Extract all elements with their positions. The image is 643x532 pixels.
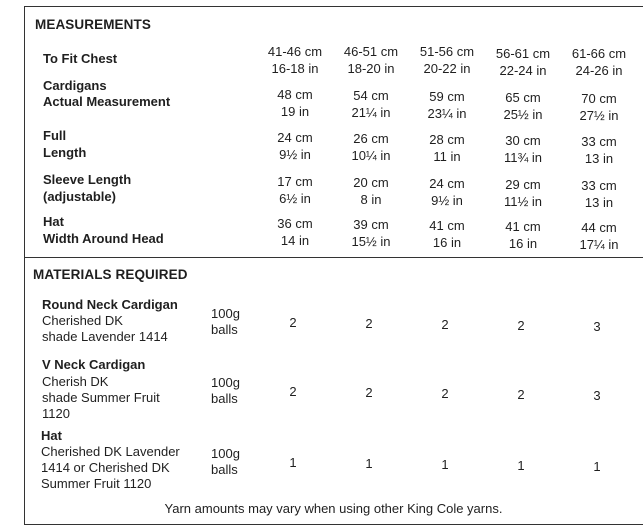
row-label: Full xyxy=(43,128,67,143)
cell: 29 cm xyxy=(505,177,541,192)
cell: 11¾ in xyxy=(503,150,543,165)
material-unit: 100g xyxy=(211,446,240,461)
material-value: 2 xyxy=(365,316,373,331)
cell: 26 cm xyxy=(353,131,389,146)
row-label: Width Around Head xyxy=(43,231,164,246)
row-label: Hat xyxy=(43,214,64,229)
material-unit: balls xyxy=(211,391,238,406)
cell: 6½ in xyxy=(279,191,311,206)
cell: 25½ in xyxy=(503,107,543,122)
cell: 65 cm xyxy=(505,90,541,105)
cell: 41-46 cm xyxy=(267,44,323,59)
cell: 13 in xyxy=(584,151,614,166)
material-value: 2 xyxy=(441,317,449,332)
cell: 17¼ in xyxy=(579,237,619,252)
cell: 46-51 cm xyxy=(343,44,399,59)
material-title: Round Neck Cardigan xyxy=(42,297,178,312)
material-line: Cherished DK xyxy=(42,313,123,328)
material-line: Cherish DK xyxy=(42,374,109,389)
material-title: V Neck Cardigan xyxy=(42,357,146,372)
material-value: 1 xyxy=(441,457,449,472)
row-label: Cardigans xyxy=(43,78,107,93)
cell: 16-18 in xyxy=(271,61,319,76)
cell: 61-66 cm xyxy=(571,46,627,61)
material-line: shade Lavender 1414 xyxy=(42,329,168,344)
cell: 27½ in xyxy=(579,108,619,123)
material-unit: balls xyxy=(211,462,238,477)
section-divider xyxy=(24,257,643,258)
cell: 16 in xyxy=(432,235,462,250)
material-line: shade Summer Fruit xyxy=(42,390,160,405)
cell: 28 cm xyxy=(429,132,465,147)
material-line: 1120 xyxy=(42,406,70,421)
cell: 19 in xyxy=(280,104,310,119)
row-label: Sleeve Length xyxy=(43,172,132,187)
cell: 11½ in xyxy=(503,194,543,209)
material-value: 3 xyxy=(593,388,601,403)
cell: 10¼ in xyxy=(351,148,391,163)
cell: 13 in xyxy=(584,195,614,210)
row-label: Actual Measurement xyxy=(43,94,171,109)
cell: 17 cm xyxy=(277,174,313,189)
material-value: 1 xyxy=(517,458,525,473)
material-line: 1414 or Cherished DK xyxy=(41,460,170,475)
cell: 56-61 cm xyxy=(495,46,551,61)
cell: 30 cm xyxy=(505,133,541,148)
cell: 24 cm xyxy=(277,130,313,145)
material-value: 1 xyxy=(593,459,601,474)
cell: 23¼ in xyxy=(427,106,467,121)
material-title: Hat xyxy=(41,428,62,443)
cell: 39 cm xyxy=(353,217,389,232)
material-unit: balls xyxy=(211,322,238,337)
material-value: 3 xyxy=(593,319,601,334)
material-value: 1 xyxy=(365,456,373,471)
cell: 9½ in xyxy=(279,147,311,162)
material-value: 2 xyxy=(441,386,449,401)
cell: 24-26 in xyxy=(575,63,623,78)
material-value: 2 xyxy=(289,384,297,399)
cell: 59 cm xyxy=(429,89,465,104)
cell: 11 in xyxy=(433,149,461,164)
cell: 14 in xyxy=(280,233,310,248)
material-value: 2 xyxy=(517,318,525,333)
cell: 36 cm xyxy=(277,216,313,231)
material-value: 2 xyxy=(517,387,525,402)
cell: 48 cm xyxy=(277,87,313,102)
cell: 33 cm xyxy=(581,134,617,149)
cell: 70 cm xyxy=(581,91,617,106)
material-line: Cherished DK Lavender xyxy=(41,444,180,459)
materials-heading: MATERIALS REQUIRED xyxy=(33,267,188,282)
cell: 41 cm xyxy=(505,219,541,234)
cell: 15½ in xyxy=(351,234,391,249)
cell: 33 cm xyxy=(581,178,617,193)
measurements-heading: MEASUREMENTS xyxy=(35,17,151,32)
row-label: To Fit Chest xyxy=(43,51,118,66)
cell: 20-22 in xyxy=(423,61,471,76)
material-value: 1 xyxy=(289,455,297,470)
yarn-note: Yarn amounts may vary when using other King Cole yarns. xyxy=(164,501,503,516)
material-unit: 100g xyxy=(211,375,240,390)
cell: 20 cm xyxy=(353,175,389,190)
cell: 44 cm xyxy=(581,220,617,235)
row-label: Length xyxy=(43,145,87,160)
cell: 54 cm xyxy=(353,88,389,103)
cell: 8 in xyxy=(360,192,382,207)
cell: 16 in xyxy=(508,236,538,251)
cell: 9½ in xyxy=(431,193,463,208)
material-line: Summer Fruit 1120 xyxy=(41,476,152,491)
material-value: 2 xyxy=(289,315,297,330)
cell: 51-56 cm xyxy=(419,44,475,59)
cell: 21¼ in xyxy=(351,105,391,120)
cell: 22-24 in xyxy=(499,63,547,78)
material-unit: 100g xyxy=(211,306,240,321)
cell: 18-20 in xyxy=(347,61,395,76)
cell: 24 cm xyxy=(429,176,465,191)
row-label: (adjustable) xyxy=(43,189,116,204)
cell: 41 cm xyxy=(429,218,465,233)
material-value: 2 xyxy=(365,385,373,400)
